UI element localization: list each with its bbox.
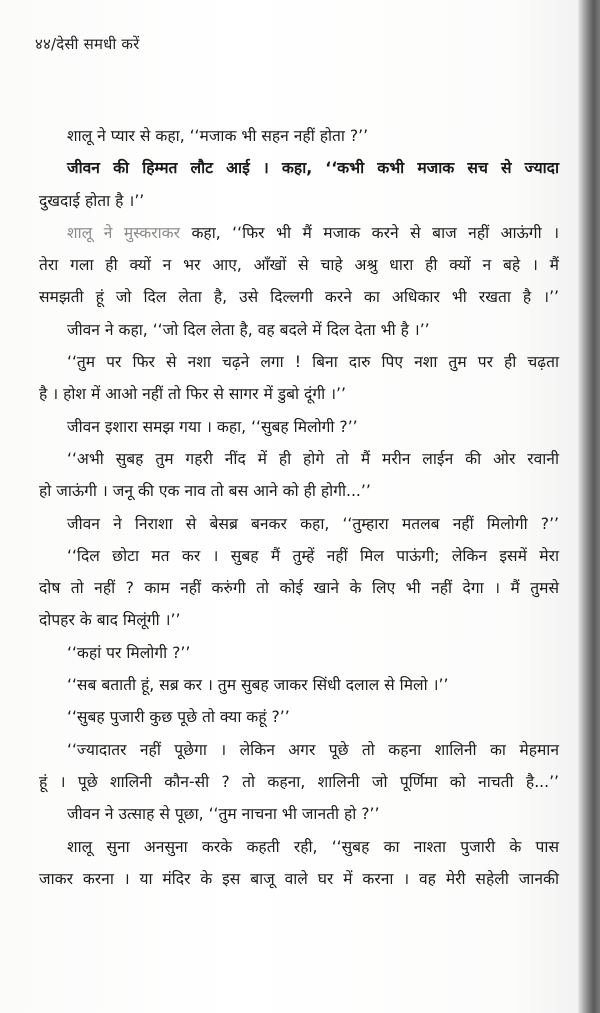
text-line: शालू सुना अनसुना करके कहती रही, ‘‘सुबह का नाश्ता पुजारी के पास	[67, 837, 559, 856]
text-line: शालू ने प्यार से कहा, ‘‘मजाक भी सहन नहीं होता ?’’	[67, 127, 369, 145]
text-line: ‘‘सुबह पुजारी कुछ पूछे तो क्या कहूं ?’’	[67, 708, 290, 727]
text-line: ‘‘सब बताती हूं, सब्र कर । तुम सुबह जाकर सिंधी दलाल से मिलो ।’’	[67, 676, 449, 695]
text-line: ‘‘दिल छोटा मत कर । सुबह मैं तुम्हें नहीं मिल पाऊंगी; लेकिन इसमें मेरा	[67, 546, 559, 565]
text-line: दोष तो नहीं ? काम नहीं करुंगी तो कोई खाने के लिए भी नहीं देगा । मैं तुमसे	[39, 579, 559, 598]
text-line: जीवन इशारा समझ गया । कहा, ‘‘सुबह मिलोगी ?’’	[67, 417, 358, 436]
text-line	[39, 217, 559, 249]
text-line: ‘‘कहां पर मिलोगी ?’’	[67, 643, 191, 662]
text-line: ‘‘तुम पर फिर से नशा चढ़ने लगा ! बिना दारु पिए नशा तुम पर ही चढ़ता	[67, 353, 559, 372]
body-text	[39, 120, 559, 895]
text-line: जाकर करना । या मंदिर के इस बाजू वाले घर में करना । वह मेरी सहेली जानकी	[39, 869, 559, 888]
text-line: जीवन ने निराशा से बेसब्र बनकर कहा, ‘‘तुम्हारा मतलब नहीं मिलोगी ?’’	[67, 514, 559, 533]
text-fragment: कहा, ‘‘फिर भी मैं मजाक करने से बाज नहीं आऊंगी ।	[179, 223, 560, 242]
page-gutter-shadow	[578, 0, 600, 1013]
text-line: दोपहर के बाद मिलूंगी ।’’	[39, 611, 181, 630]
text-line: जीवन ने कहा, ‘‘जो दिल लेता है, वह बदले में दिल देता भी है ।’’	[67, 320, 430, 339]
text-line: हूं । पूछे शालिनी कौन-सी ? तो कहना, शालिनी जो पूर्णिमा को नाचती है...’’	[39, 772, 559, 791]
text-line: है । होश में आओ नहीं तो फिर से सागर में डुबो दूंगी ।’’	[39, 385, 346, 404]
text-line: समझती हूं जो दिल लेता है, उसे दिल्लगी करने का अधिकार भी रखता है ।’’	[39, 288, 559, 307]
text-line: ‘‘अभी सुबह तुम गहरी नींद में ही होगे तो मैं मरीन लाईन की ओर रवानी	[67, 449, 559, 468]
faded-text: शालू ने मुस्कराकर	[67, 223, 180, 242]
text-line: तेरा गला ही क्यों न भर आए, आँखों से चाहे अश्रु धारा ही क्यों न बहे । मैं	[39, 256, 559, 275]
text-line: ‘‘ज्यादातर नहीं पूछेगा । लेकिन अगर पूछे तो कहना शालिनी का मेहमान	[67, 740, 559, 759]
running-header: ४४/देसी समधी करें	[35, 35, 140, 53]
text-line: जीवन ने उत्साह से पूछा, ‘‘तुम नाचना भी जानती हो ?’’	[67, 805, 380, 824]
text-line: जीवन की हिम्मत लौट आई । कहा, ‘‘कभी कभी मजाक सच से ज्यादा	[67, 159, 559, 178]
text-line: हो जाऊंगी । जनू की एक नाव तो बस आने को ही होगी...’’	[39, 482, 371, 501]
text-line: दुखदाई होता है ।’’	[39, 191, 145, 210]
